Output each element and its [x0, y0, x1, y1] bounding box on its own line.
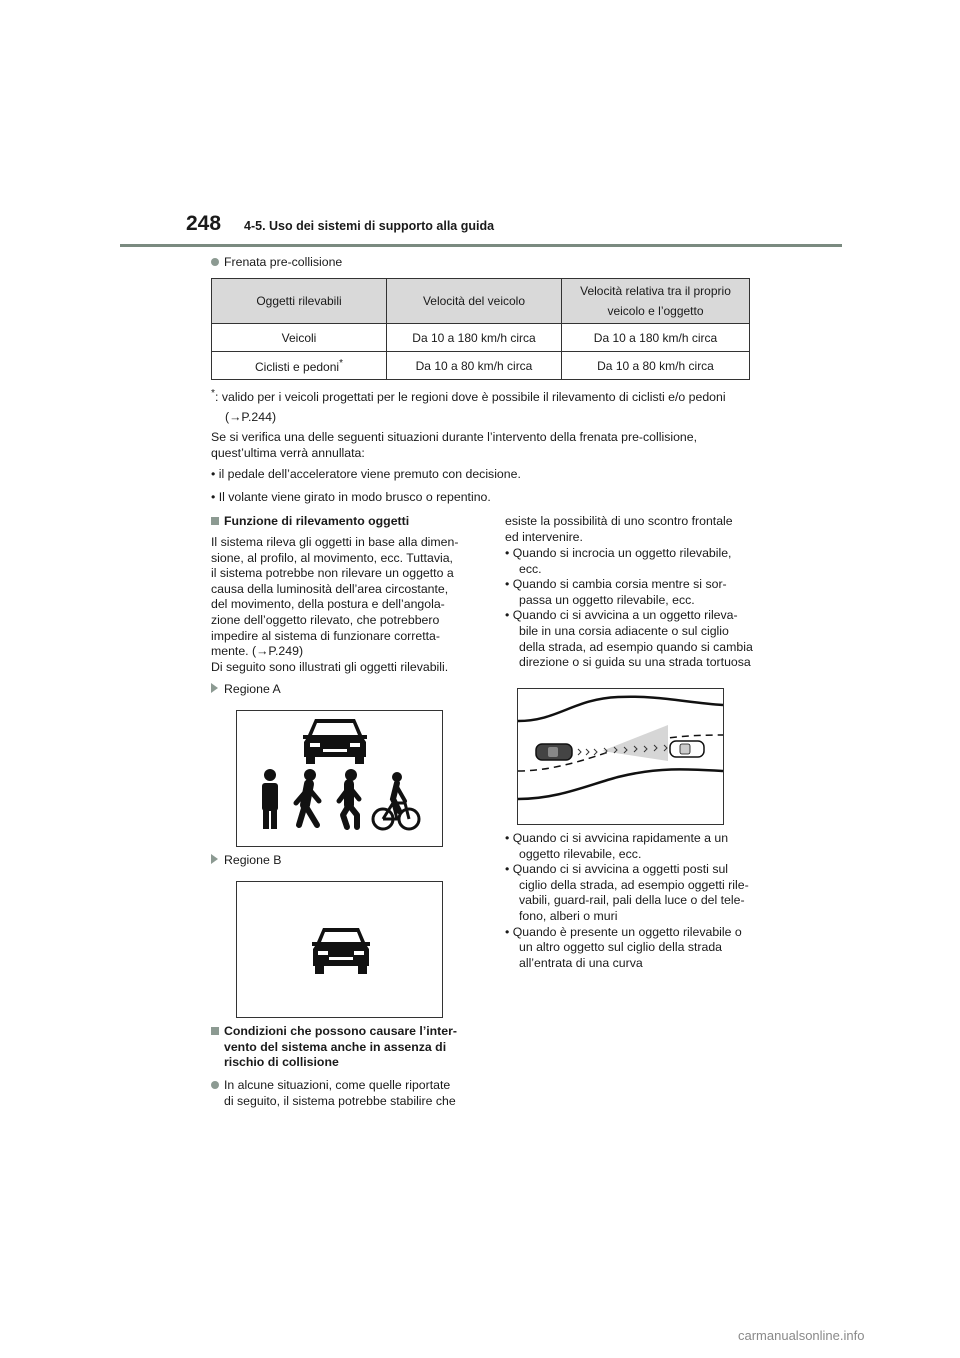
own-vehicle-icon — [536, 744, 572, 760]
table-header-cell: Velocità del veicolo — [387, 279, 562, 324]
table-header-cell: Velocità relativa tra il proprio veicolo e l’oggetto — [562, 279, 750, 324]
table-row — [212, 324, 750, 352]
detection-body: Il sistema rileva gli oggetti in base alla dimen- sione, al profilo, al movimento, ecc. Tuttavia, il sistema potrebbe non rilevare un oggetto a causa della luminosità dell’area circostante, del movimento, della postura e dell’angola- zione dell’oggetto rilevato, che potrebbero impedire al sistema di funzionare corretta- mente. (→P.249) Di seguito sono illustrati gli oggetti rilevabili. — [211, 535, 459, 674]
precollision-table — [211, 278, 750, 380]
list-item: • Quando ci si avvicina rapidamente a un oggetto rilevabile, ecc. — [505, 831, 729, 861]
curved-road-figure — [517, 688, 724, 825]
conditions-heading: Condizioni che possono causare l’inter- vento del sistema anche in assenza di rischio di collisione — [211, 1024, 457, 1071]
pedestrian-running-icon — [339, 769, 359, 827]
conditions-intro: In alcune situazioni, come quelle riportate di seguito, il sistema potrebbe stabilire che — [211, 1078, 456, 1109]
region-b-figure — [236, 881, 443, 1018]
table-cell: Da 10 a 180 km/h circa — [562, 324, 750, 352]
bicycle-icon — [373, 772, 419, 829]
list-item: • Quando si cambia corsia mentre si sor- passa un oggetto rilevabile, ecc. — [505, 577, 727, 607]
table-row — [212, 352, 750, 380]
table-cell: Da 10 a 180 km/h circa — [387, 324, 562, 352]
list-item: • Quando ci si avvicina a oggetti posti sul ciglio della strada, ad esempio oggetti rile- vabili, guard-rail, pali della luce o del tele- fono, alberi o muri — [505, 862, 749, 923]
cancel-intro: Se si verifica una delle seguenti situazioni durante l’intervento della frenata pre-collisione, quest’ultima verrà annullata: — [211, 430, 698, 460]
bullet-dot-icon — [211, 258, 219, 266]
sensor-beam — [602, 725, 668, 761]
cancel-item: • il pedale dell’acceleratore viene premuto con decisione. — [211, 467, 521, 481]
table-cell: Da 10 a 80 km/h circa — [562, 352, 750, 380]
detection-heading: Funzione di rilevamento oggetti — [211, 514, 409, 530]
detected-vehicle-icon — [670, 741, 704, 757]
footnote: *: valido per i veicoli progettati per le regioni dove è possibile il rilevamento di ciclisti e/o pedoni (→P.244) — [211, 388, 726, 425]
square-bullet-icon — [211, 517, 219, 525]
triangle-bullet-icon — [211, 854, 218, 864]
list-item: • Quando si incrocia un oggetto rilevabile, ecc. — [505, 546, 732, 576]
bullet-dot-icon — [211, 1081, 219, 1089]
cancel-item: • Il volante viene girato in modo brusco o repentino. — [211, 490, 491, 504]
region-a-label: Regione A — [211, 682, 281, 698]
list-item: • Quando è presente un oggetto rilevabile o un altro oggetto sul ciglio della strada all’entrata di una curva — [505, 924, 742, 970]
triangle-bullet-icon — [211, 683, 218, 693]
table-header-cell: Oggetti rilevabili — [212, 279, 387, 324]
table-cell: Ciclisti e pedoni* — [212, 352, 387, 380]
footnote-mark: * — [339, 357, 343, 369]
table-header-row — [212, 279, 750, 324]
table-cell: Veicoli — [212, 324, 387, 352]
page-number: 248 — [186, 212, 222, 235]
pedestrian-standing-icon — [262, 769, 278, 829]
pedestrian-walking-icon — [296, 769, 319, 825]
section-title: 4-5. Uso dei sistemi di supporto alla guida — [244, 219, 495, 233]
list-item: • Quando ci si avvicina a un oggetto rileva- bile in una corsia adiacente o sul ciglio della strada, ad esempio quando si cambia direzione o si guida su una strada tortuosa — [505, 608, 753, 670]
car-icon — [303, 719, 367, 764]
car-icon — [312, 928, 370, 974]
conditions-list-top — [505, 546, 753, 671]
conditions-continued: esiste la possibilità di uno scontro frontale ed intervenire. — [505, 514, 733, 544]
watermark: carmanualsonline.info — [738, 1328, 865, 1343]
table-cell: Da 10 a 80 km/h circa — [387, 352, 562, 380]
region-a-figure — [236, 710, 443, 847]
header-divider — [120, 244, 842, 247]
precollision-heading: Frenata pre-collisione — [211, 255, 342, 271]
square-bullet-icon — [211, 1027, 219, 1035]
conditions-list-bottom — [505, 831, 749, 971]
region-b-label: Regione B — [211, 853, 281, 869]
